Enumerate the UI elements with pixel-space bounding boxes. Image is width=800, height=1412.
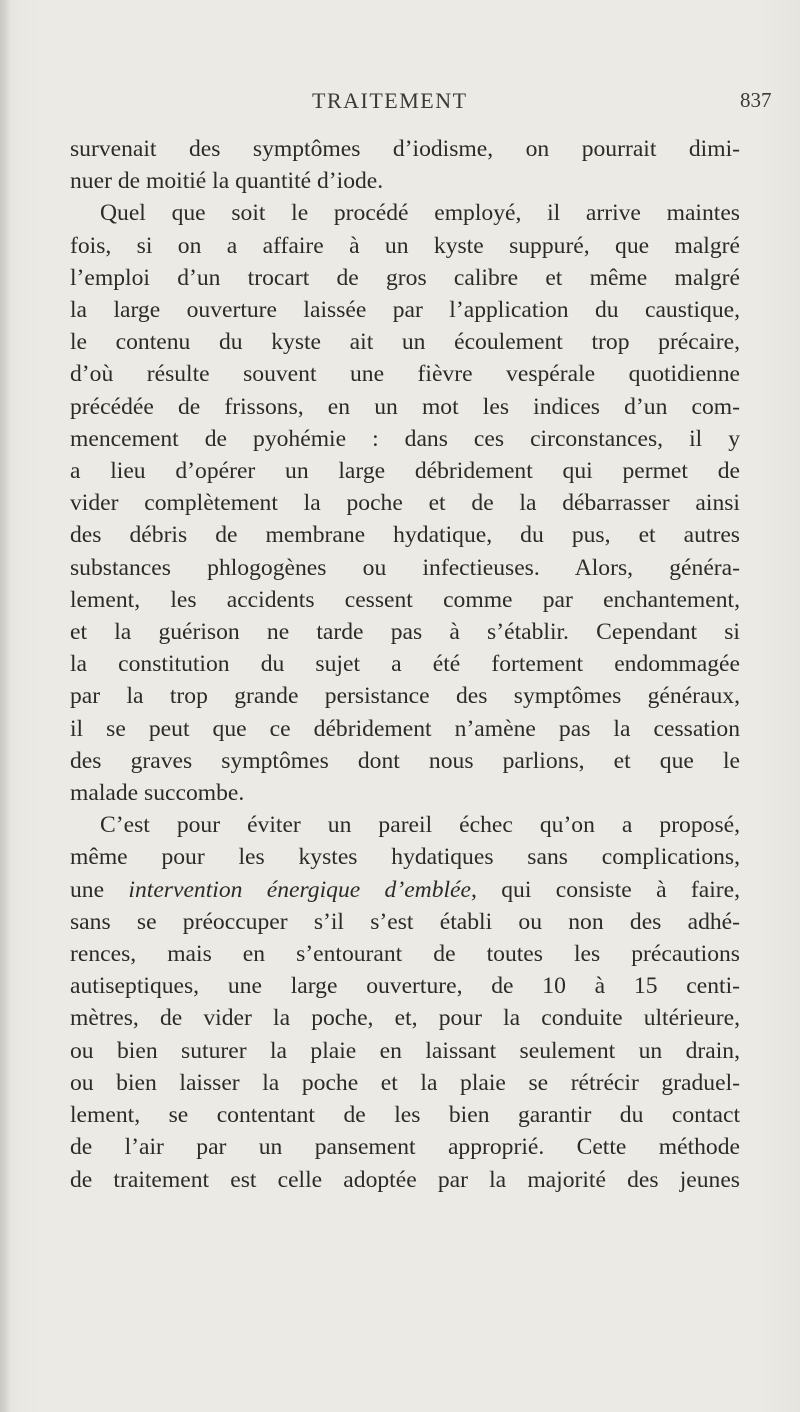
- text-line: de traitement est celle adoptée par la majorité des jeunes: [70, 1166, 740, 1193]
- text-line: de l’air par un pansement approprié. Cette méthode: [70, 1134, 740, 1161]
- text-line: des débris de membrane hydatique, du pus, et autres: [70, 522, 740, 549]
- page-gutter-shadow: [0, 0, 10, 1412]
- text-line: nuer de moitié la quantité d’iode.: [70, 168, 384, 195]
- text-line: substances phlogogènes ou infectieuses. Alors, généra-: [70, 554, 740, 581]
- text-line: il se peut que ce débridement n’amène pas la cessation: [70, 715, 740, 742]
- text-line: le contenu du kyste ait un écoulement trop précaire,: [70, 329, 740, 356]
- text-line: lement, se contentant de les bien garantir du contact: [70, 1102, 740, 1129]
- text-line: une intervention énergique d’emblée, qui consiste à faire,: [70, 876, 740, 903]
- paragraph: [70, 133, 740, 197]
- text-line: d’où résulte souvent une fièvre vespérale quotidienne: [70, 361, 740, 388]
- italic-phrase: intervention énergique d’emblée: [128, 876, 472, 903]
- text-line: ou bien laisser la poche et la plaie se rétrécir graduel-: [70, 1069, 740, 1096]
- text-line: par la trop grande persistance des symptômes généraux,: [70, 683, 740, 710]
- paragraph: [70, 809, 740, 1195]
- text-line: C’est pour éviter un pareil échec qu’on a proposé,: [100, 812, 740, 839]
- text-line: autiseptiques, une large ouverture, de 10 à 15 centi-: [70, 973, 740, 1000]
- text-line: même pour les kystes hydatiques sans complications,: [70, 844, 740, 871]
- text-line: vider complètement la poche et de la débarrasser ainsi: [70, 490, 740, 517]
- text-line: précédée de frissons, en un mot les indices d’un com-: [70, 393, 740, 420]
- body-text: [70, 133, 740, 1196]
- text-line: l’emploi d’un trocart de gros calibre et même malgré: [70, 264, 740, 291]
- paragraph: [70, 197, 740, 809]
- text-line: survenait des symptômes d’iodisme, on pourrait dimi-: [70, 136, 740, 162]
- text-line: et la guérison ne tarde pas à s’établir. Cependant si: [70, 619, 740, 646]
- text-line: a lieu d’opérer un large débridement qui permet de: [70, 458, 740, 485]
- text-line: lement, les accidents cessent comme par enchantement,: [70, 586, 740, 613]
- text-line: rences, mais en s’entourant de toutes les précautions: [70, 941, 740, 968]
- text-line: la large ouverture laissée par l’application du caustique,: [70, 297, 740, 324]
- page-number: 837: [740, 88, 772, 112]
- page-header: [0, 88, 800, 118]
- text-line: malade succombe.: [70, 780, 245, 807]
- text-line: Quel que soit le procédé employé, il arrive maintes: [100, 200, 740, 227]
- text-line: mencement de pyohémie : dans ces circonstances, il y: [70, 425, 740, 452]
- text-line: la constitution du sujet a été fortement endommagée: [70, 651, 740, 678]
- text-line: des graves symptômes dont nous parlions, et que le: [70, 747, 740, 774]
- text-line: fois, si on a affaire à un kyste suppuré, que malgré: [70, 232, 740, 259]
- text-line: mètres, de vider la poche, et, pour la conduite ultérieure,: [70, 1005, 740, 1032]
- text-line: sans se préoccuper s’il s’est établi ou non des adhé-: [70, 908, 740, 935]
- running-title: TRAITEMENT: [312, 88, 468, 113]
- text-line: ou bien suturer la plaie en laissant seulement un drain,: [70, 1037, 740, 1064]
